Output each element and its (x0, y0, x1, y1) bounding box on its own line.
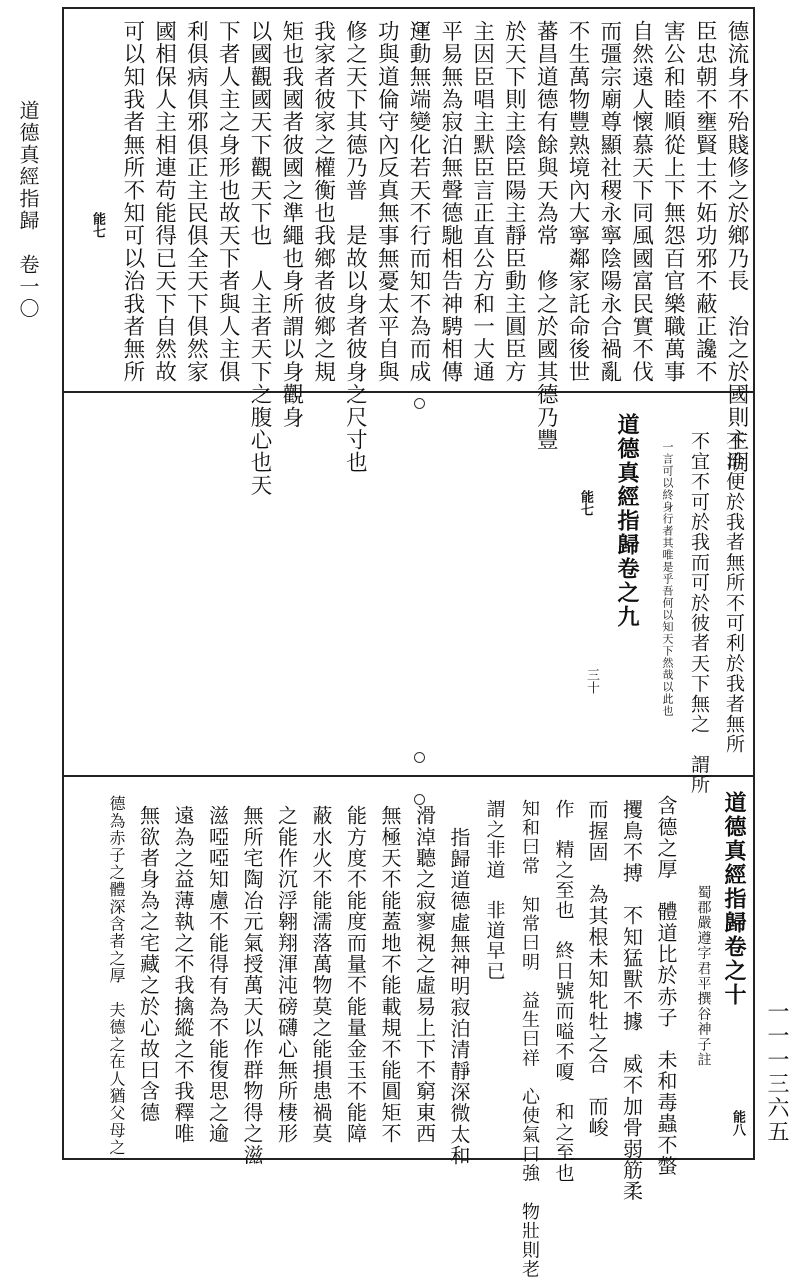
text-column: 無欲者身為之宅藏之於心故曰含德 (136, 805, 161, 1123)
text-column: 道德真經指歸卷之九 (614, 413, 640, 629)
text-column: 平易無為寂泊無聲德馳相告神騁相傳 (437, 20, 463, 384)
text-column: 無所宅陶冶元氣授萬天以作群物得之滋 (240, 805, 264, 1166)
section-footer-code: 三十 (584, 668, 599, 694)
text-column: 我家者彼家之權衡也我鄉者彼鄉之規 (310, 20, 336, 384)
text-column: 下者人主之身形也故天下者與人主俱 (215, 20, 241, 384)
text-column: 於天下則主陰臣陽主靜臣動主圓臣方 (501, 20, 527, 384)
text-column: 攫鳥不搏 不知猛獸不據 威不加骨弱筋柔 (619, 799, 644, 1202)
text-column: 自然遠人懷慕天下同風國富民實不伐 (628, 20, 654, 384)
text-column: 運動無端變化若天不行而知不為而成 (406, 20, 431, 384)
text-column: 能方度不能度而量不能量金玉不能障 (343, 805, 368, 1145)
text-column: 主因臣唱主默臣言正直公方和一大通 (469, 20, 495, 384)
text-column: 謂之非道 非道早已 (483, 799, 506, 981)
left-margin-title: 道德真經指歸 卷一〇 (16, 100, 40, 320)
page-code-top: 能七 (90, 212, 105, 238)
text-column: 而彊宗廟尊顯社稷永寧陰陽永合禍亂 (596, 20, 622, 384)
right-margin-page-number: 一一一三六五 (764, 1000, 789, 1144)
text-column: 一言可以終身行者其唯是乎吾何以知天下然哉以此也 (661, 441, 674, 717)
text-section-top (64, 12, 753, 497)
text-column: 之能作沉浮翱翔渾沌磅礴心無所棲形 (274, 805, 299, 1145)
text-column: 利俱病俱邪俱正主民俱全天下俱然家 (183, 20, 209, 384)
text-column: 不治便於我者無所不可利於我者無所 (723, 431, 745, 755)
text-column: 道德真經指歸卷之十 (721, 791, 747, 1007)
text-column: 作 精之至也 終日號而嗌不嗄 和之至也 (552, 799, 575, 1183)
text-column: 害公和睦順從上下無怨百官樂職萬事 (660, 20, 686, 384)
page-code-bottom: 能八 (730, 1110, 745, 1136)
text-column: 功與道倫守內反真無事無憂太平自與 (374, 20, 400, 384)
text-column: 無極天不能蓋地不能載規不能圓矩不 (378, 805, 402, 1145)
text-column: 國相保人主相連苟能得已天下自然故 (151, 20, 177, 384)
text-column: 以國觀國天下觀天下也 人主者天下之腹心也天 (247, 20, 272, 497)
text-column: 修之天下其德乃普 是故以身者彼身之尺寸也 (342, 20, 368, 474)
text-column: 蔽水火不能濡落萬物莫之能損患禍莫 (309, 805, 333, 1145)
text-column: 不宜不可於我而可於彼者天下無之 謂所 (688, 431, 710, 795)
text-column: 而握固 為其根未知牝牡之合 而峻 (585, 799, 609, 1139)
page-code-middle: 能七 (578, 490, 593, 516)
text-column: 知和曰常 知常曰明 益生曰祥 心使氣曰強 物壯則老 (519, 799, 540, 1279)
text-column: 可以知我者無所不知可以治我者無所 (119, 20, 145, 384)
text-column: 德為赤子之體深含者之厚 夫德之在人猶父母之 (107, 795, 126, 1157)
text-section-middle (64, 393, 753, 795)
text-column: 矩也我國者彼國之準繩也身所謂以身觀身 (278, 20, 304, 429)
text-column: 德流身不殆賤修之於鄉乃長 治之於國則主明 (724, 20, 749, 474)
text-column: 滋啞啞知慮不能得有為不能復思之逾 (205, 805, 230, 1145)
text-column: 不生萬物豐熟境內大寧鄰家託命後世 (565, 20, 590, 384)
text-column: 滑淖聽之寂寥視之虛易上下不窮東西 (412, 805, 437, 1145)
text-column: 遠為之益薄執之不我擒縱之不我釋唯 (171, 805, 195, 1145)
text-column: 臣忠朝不壅賢士不妬功邪不蔽正讒不 (692, 20, 718, 384)
text-column: 含德之厚 體道比於赤子 未和毒蟲不螫 (654, 795, 678, 1177)
text-column: 指歸道德虛無神明寂泊清靜深微太和 (447, 827, 471, 1167)
text-column: 蕃昌道德有餘與天為常 修之於國其德乃豐 (533, 20, 559, 452)
text-section-bottom (64, 777, 753, 1279)
text-column: 蜀郡嚴遵字君平撰谷神子註 (695, 885, 712, 1068)
